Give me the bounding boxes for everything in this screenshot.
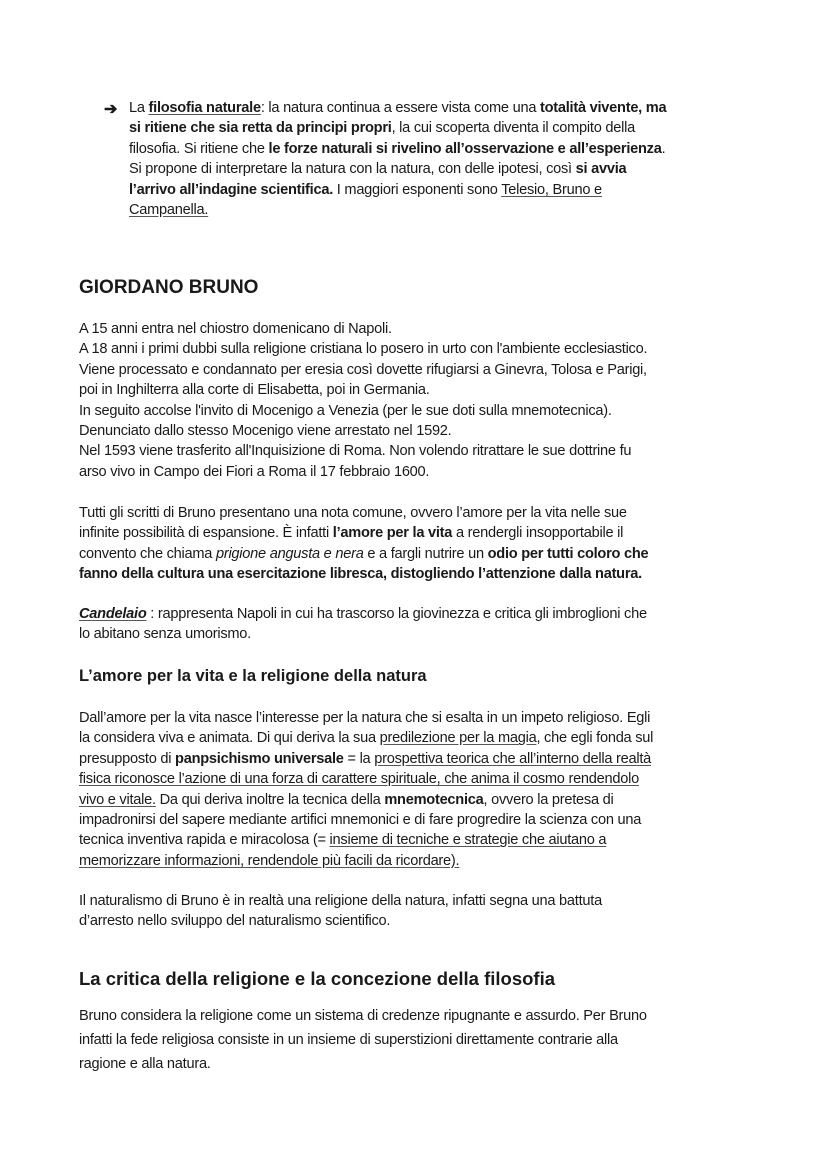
text-line [79, 523, 768, 543]
text-line [79, 911, 768, 931]
bold-text: l’arrivo all’indagine scientifica. [129, 181, 333, 198]
text-line [79, 1052, 768, 1076]
text-run: . [661, 140, 666, 157]
bold-text: l’amore per la vita [332, 525, 453, 542]
text-line [79, 708, 768, 728]
text-run: prigione angusta e nera [215, 545, 364, 562]
text-line [79, 1004, 768, 1028]
bullet-paragraph-filosofia-naturale [129, 98, 768, 220]
text-run: a rendergli insopportabile il [452, 525, 624, 542]
text-line [79, 851, 768, 871]
text-run: lo abitano senza umorismo. [79, 626, 251, 643]
text-line [79, 790, 768, 810]
bold-text: si ritiene che sia retta da principi propri [129, 120, 392, 137]
text-run: impadronirsi del sapere mediante artifici mnemonici e di fare progredire la scienza con una [79, 811, 642, 828]
text-run: filosofia. Si ritiene che [129, 140, 269, 157]
text-run: Da qui deriva inoltre la tecnica della [155, 791, 385, 808]
text-run: poi in Inghilterra alla corte di Elisabetta, poi in Germania. [79, 382, 430, 399]
text-line [79, 462, 768, 482]
heading-amore-per-la-vita: L’amore per la vita e la religione della natura [79, 667, 427, 685]
bold-text: si avvia [575, 161, 627, 178]
text-line [79, 624, 768, 644]
text-line [79, 421, 768, 441]
text-run: arso vivo in Campo dei Fiori a Roma il 17 febbraio 1600. [79, 463, 430, 480]
underlined-text: insieme di tecniche e strategie che aiutano a [329, 832, 607, 849]
underlined-text: vivo e vitale. [79, 791, 156, 808]
text-run: I maggiori esponenti sono [333, 181, 502, 198]
paragraph-candelaio [79, 604, 768, 645]
text-run: e a fargli nutrire un [363, 545, 488, 562]
heading-giordano-bruno: GIORDANO BRUNO [79, 277, 259, 298]
paragraph-biography [79, 319, 768, 482]
text-run: = la [343, 750, 375, 767]
text-line [79, 810, 768, 830]
text-run: La [129, 100, 149, 116]
text-line [79, 830, 768, 850]
text-line [79, 604, 768, 624]
text-run: Bruno considera la religione come un sistema di credenze ripugnante e assurdo. Per Bruno [79, 1008, 647, 1024]
text-run: presupposto di [79, 750, 176, 767]
text-line [129, 98, 768, 118]
text-run: Nel 1593 viene trasferito all'Inquisizione di Roma. Non volendo ritrattare le sue dottrine fu [79, 443, 632, 460]
underlined-text: filosofia naturale [148, 100, 261, 116]
text-run: Il naturalismo di Bruno è in realtà una religione della natura, infatti segna una battuta [79, 893, 602, 909]
text-line [129, 139, 768, 159]
text-line [79, 728, 768, 748]
text-line [79, 401, 768, 421]
text-line [79, 319, 768, 339]
text-line [79, 891, 768, 911]
arrow-right-icon: ➔ [104, 101, 118, 118]
bold-text: fanno della cultura una esercitazione libresca, distogliendo l’attenzione dalla natura. [79, 566, 642, 583]
underlined-text: Campanella. [129, 201, 209, 218]
underlined-text: memorizzare informazioni, rendendole più facili da ricordare). [79, 852, 460, 869]
text-run: d’arresto nello sviluppo del naturalismo scientifico. [79, 913, 391, 930]
text-line [79, 441, 768, 461]
text-run: Denunciato dallo stesso Mocenigo viene arrestato nel 1592. [79, 422, 452, 439]
paragraph-critica [79, 1004, 768, 1076]
text-line [79, 380, 768, 400]
text-line [79, 360, 768, 380]
text-line [79, 544, 768, 564]
bold-text: panpsichismo universale [175, 750, 344, 767]
text-line [79, 1028, 768, 1052]
text-line [129, 180, 768, 200]
text-line [79, 503, 768, 523]
underlined-text: predilezione per la magia [379, 730, 537, 747]
text-line [129, 159, 768, 179]
text-run: , che egli fonda sul [536, 730, 654, 747]
bold-text: odio per tutti coloro che [487, 545, 649, 562]
heading-critica-religione: La critica della religione e la concezione della filosofia [79, 968, 556, 989]
text-run: A 18 anni i primi dubbi sulla religione cristiana lo posero in urto con l'ambiente ecclesiastico. [79, 341, 648, 358]
text-run: la considera viva e animata. Di qui deriva la sua [79, 730, 380, 747]
text-run: convento che chiama [79, 545, 216, 562]
text-run: , la cui scoperta diventa il compito della [391, 120, 635, 137]
text-run: In seguito accolse l'invito di Mocenigo a Venezia (per le sue doti sulla mnemotecnica). [79, 402, 612, 419]
underlined-text: prospettiva teorica che all’interno della realtà [374, 750, 652, 767]
text-run: tecnica inventiva rapida e miracolosa (= [79, 832, 330, 849]
text-run: : la natura continua a essere vista come una [260, 100, 540, 116]
text-run: infinite possibilità di espansione. È infatti [79, 525, 333, 542]
text-run: Si propone di interpretare la natura con la natura, con delle ipotesi, così [129, 161, 576, 178]
text-line [129, 118, 768, 138]
paragraph-scritti [79, 503, 768, 585]
bold-text: mnemotecnica [384, 791, 484, 808]
underlined-text: Telesio, Bruno e [501, 181, 602, 198]
underlined-text: fisica riconosce l’azione di una forza di carattere spirituale, che anima il cosmo rendendolo [79, 771, 639, 788]
text-run: ragione e alla natura. [79, 1056, 211, 1072]
paragraph-amore [79, 708, 768, 871]
text-run: Tutti gli scritti di Bruno presentano una nota comune, ovvero l’amore per la vita nelle sue [79, 505, 627, 521]
text-run: A 15 anni entra nel chiostro domenicano di Napoli. [79, 321, 392, 337]
text-line [129, 200, 768, 220]
text-run: infatti la fede religiosa consiste in un insieme di superstizioni direttamente contrarie alla [79, 1032, 618, 1048]
bold-text: totalità vivente, ma [540, 100, 667, 116]
bold-text: le forze naturali si rivelino all’osservazione e all’esperienza [268, 140, 662, 157]
text-run: : rappresenta Napoli in cui ha trascorso la giovinezza e critica gli imbroglioni che [146, 606, 647, 622]
text-run: , ovvero la pretesa di [483, 791, 614, 808]
text-line [79, 769, 768, 789]
text-line [79, 339, 768, 359]
text-line [79, 564, 768, 584]
text-run: Viene processato e condannato per eresia così dovette rifugiarsi a Ginevra, Tolosa e Parigi, [79, 361, 647, 378]
underlined-text: Candelaio [79, 606, 147, 622]
paragraph-naturalismo [79, 891, 768, 932]
text-run: Dall’amore per la vita nasce l’interesse per la natura che si esalta in un impeto religioso. Egli [79, 710, 651, 726]
text-line [79, 749, 768, 769]
